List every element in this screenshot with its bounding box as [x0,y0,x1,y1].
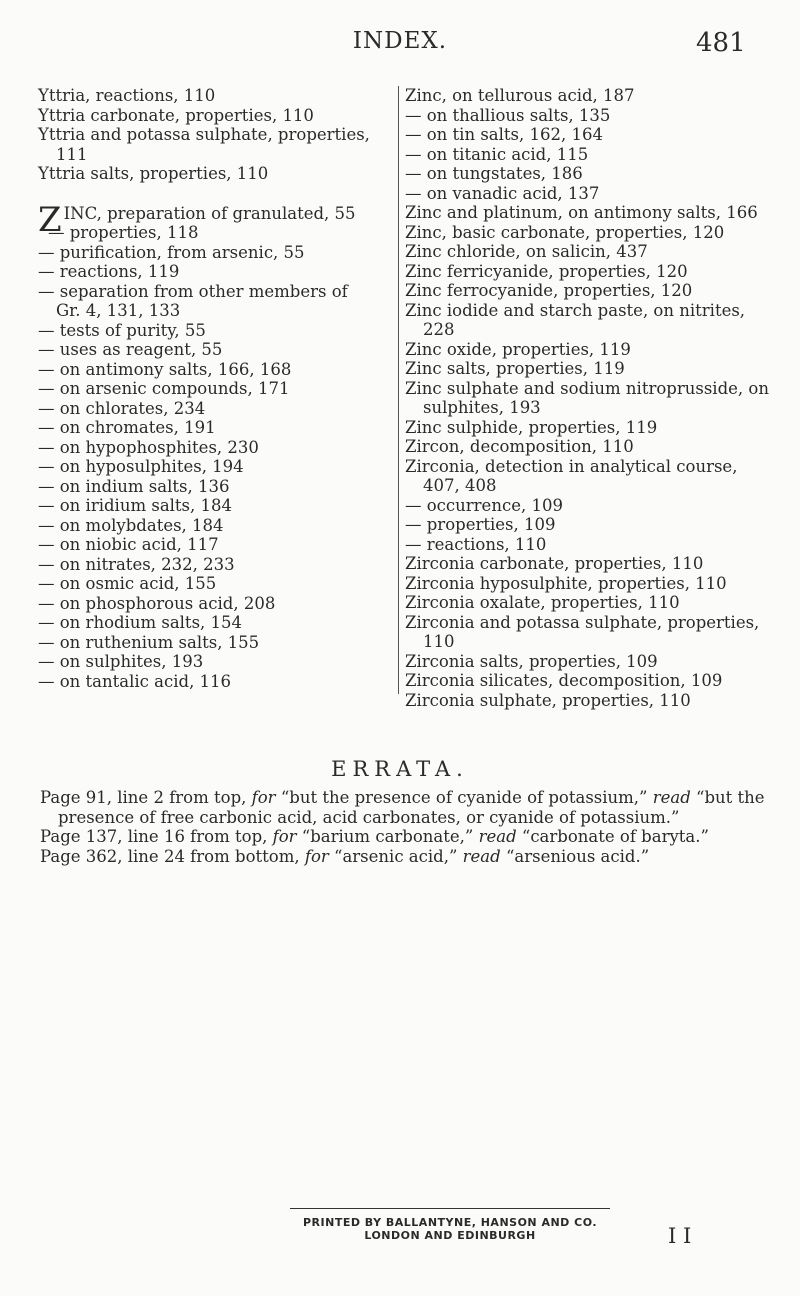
signature-mark: I I [668,1224,692,1248]
index-entry: — on sulphites, 193 [38,652,204,671]
index-entry: — on rhodium salts, 154 [38,613,243,632]
index-entry: Zinc iodide and starch paste, on nitrites, 228 [405,300,746,339]
zinc-head-text: INC, preparation of granulated, 55 [63,203,356,223]
index-entry: Zinc ferrocyanide, properties, 120 [405,281,693,300]
page-title: INDEX. [352,28,448,54]
index-entry: Zirconia silicates, decomposition, 109 [405,671,723,690]
index-entry: — on hypophosphites, 230 [38,437,259,457]
index-entry: — uses as reagent, 55 [38,340,223,359]
index-entry: — on phosphorous acid, 208 [38,593,276,613]
index-entry: — on chromates, 191 [38,418,216,437]
index-entry: Zinc and platinum, on antimony salts, 166 [405,203,758,222]
index-entry: — reactions, 110 [405,534,547,554]
index-entry: — on thallious salts, 135 [405,105,611,125]
index-entry: — on tin salts, 162, 164 [405,125,603,144]
dropcap-letter: Z [38,199,62,240]
index-entry: Zinc oxide, properties, 119 [405,339,631,359]
index-entry: Zirconia carbonate, properties, 110 [405,554,704,573]
printer-imprint [290,1208,610,1242]
index-entry: Zirconia, detection in analytical course, 407, 408 [405,456,738,495]
errata-line: Page 362, line 24 from bottom, for “arsenic acid,” read “arsenious acid.” [40,846,650,866]
printer-line-1: PRINTED BY BALLANTYNE, HANSON AND CO. [303,1216,597,1229]
index-entry: Zinc, basic carbonate, properties, 120 [405,222,725,242]
index-entry: — on vanadic acid, 137 [405,183,600,203]
index-entry: — purification, from arsenic, 55 [38,242,305,262]
index-entry: — on nitrates, 232, 233 [38,554,235,574]
index-entry: — on niobic acid, 117 [38,535,219,554]
index-entry: Zirconia sulphate, properties, 110 [405,690,691,710]
index-entry: — on indium salts, 136 [38,476,230,496]
index-entry: Yttria, reactions, 110 [38,86,216,105]
index-entry: Yttria carbonate, properties, 110 [38,105,314,125]
index-entry: Zinc, on tellurous acid, 187 [405,86,635,105]
index-entry: Yttria salts, properties, 110 [38,164,269,183]
index-entry: Zirconia salts, properties, 109 [405,651,658,671]
index-entry: — on molybdates, 184 [38,515,224,535]
index-entry: Zinc sulphate and sodium nitroprusside, on sulphites, 193 [405,378,769,417]
index-entry: — on chlorates, 234 [38,398,206,418]
index-column-right [398,86,777,710]
index-entry: — on hyposulphites, 194 [38,457,244,476]
errata-line: Page 91, line 2 from top, for “but the presence of cyanide of potassium,” read “but the presence of free carbonic acid, acid carbonates, or cyanide of potassium.” [40,788,765,827]
index-entry: — on arsenic compounds, 171 [38,379,290,398]
index-entry: — separation from other members of Gr. 4, 131, 133 [38,281,348,320]
index-entry: — on antimony salts, 166, 168 [38,359,292,379]
index-entry: — on osmic acid, 155 [38,574,217,593]
index-entry: Zircon, decomposition, 110 [405,437,634,456]
errata-list [40,788,775,866]
index-entry: Yttria and potassa sulphate, properties, 111 [38,125,370,164]
index-entry: — occurrence, 109 [405,495,563,515]
index-entry: Zinc ferricyanide, properties, 120 [405,261,688,281]
index-entry: — reactions, 119 [38,262,180,281]
index-entry: Zirconia oxalate, properties, 110 [405,593,680,612]
index-entry: — properties, 118 [48,223,199,242]
printer-line-2: LONDON AND EDINBURGH [364,1229,536,1242]
index-entry: — on tantalic acid, 116 [38,671,232,691]
index-entry: — on titanic acid, 115 [405,144,589,164]
index-entry: Zirconia and potassa sulphate, properties, 110 [405,612,760,651]
index-entry: — properties, 109 [405,515,556,534]
index-entry: Zinc sulphide, properties, 119 [405,417,658,437]
index-entry: Zirconia hyposulphite, properties, 110 [405,573,727,593]
errata-line: Page 137, line 16 from top, for “barium carbonate,” read “carbonate of baryta.” [40,827,709,846]
errata-title: ERRATA. [331,757,469,781]
index-entry: — on tungstates, 186 [405,164,583,183]
index-entry: Zinc salts, properties, 119 [405,359,625,378]
index-entry: — on ruthenium salts, 155 [38,632,260,652]
index-column-left [38,86,376,691]
index-entry: — tests of purity, 55 [38,320,206,340]
index-entry: Zinc chloride, on salicin, 437 [405,242,648,261]
index-entry: — on iridium salts, 184 [38,496,233,515]
page-number: 481 [696,28,746,58]
